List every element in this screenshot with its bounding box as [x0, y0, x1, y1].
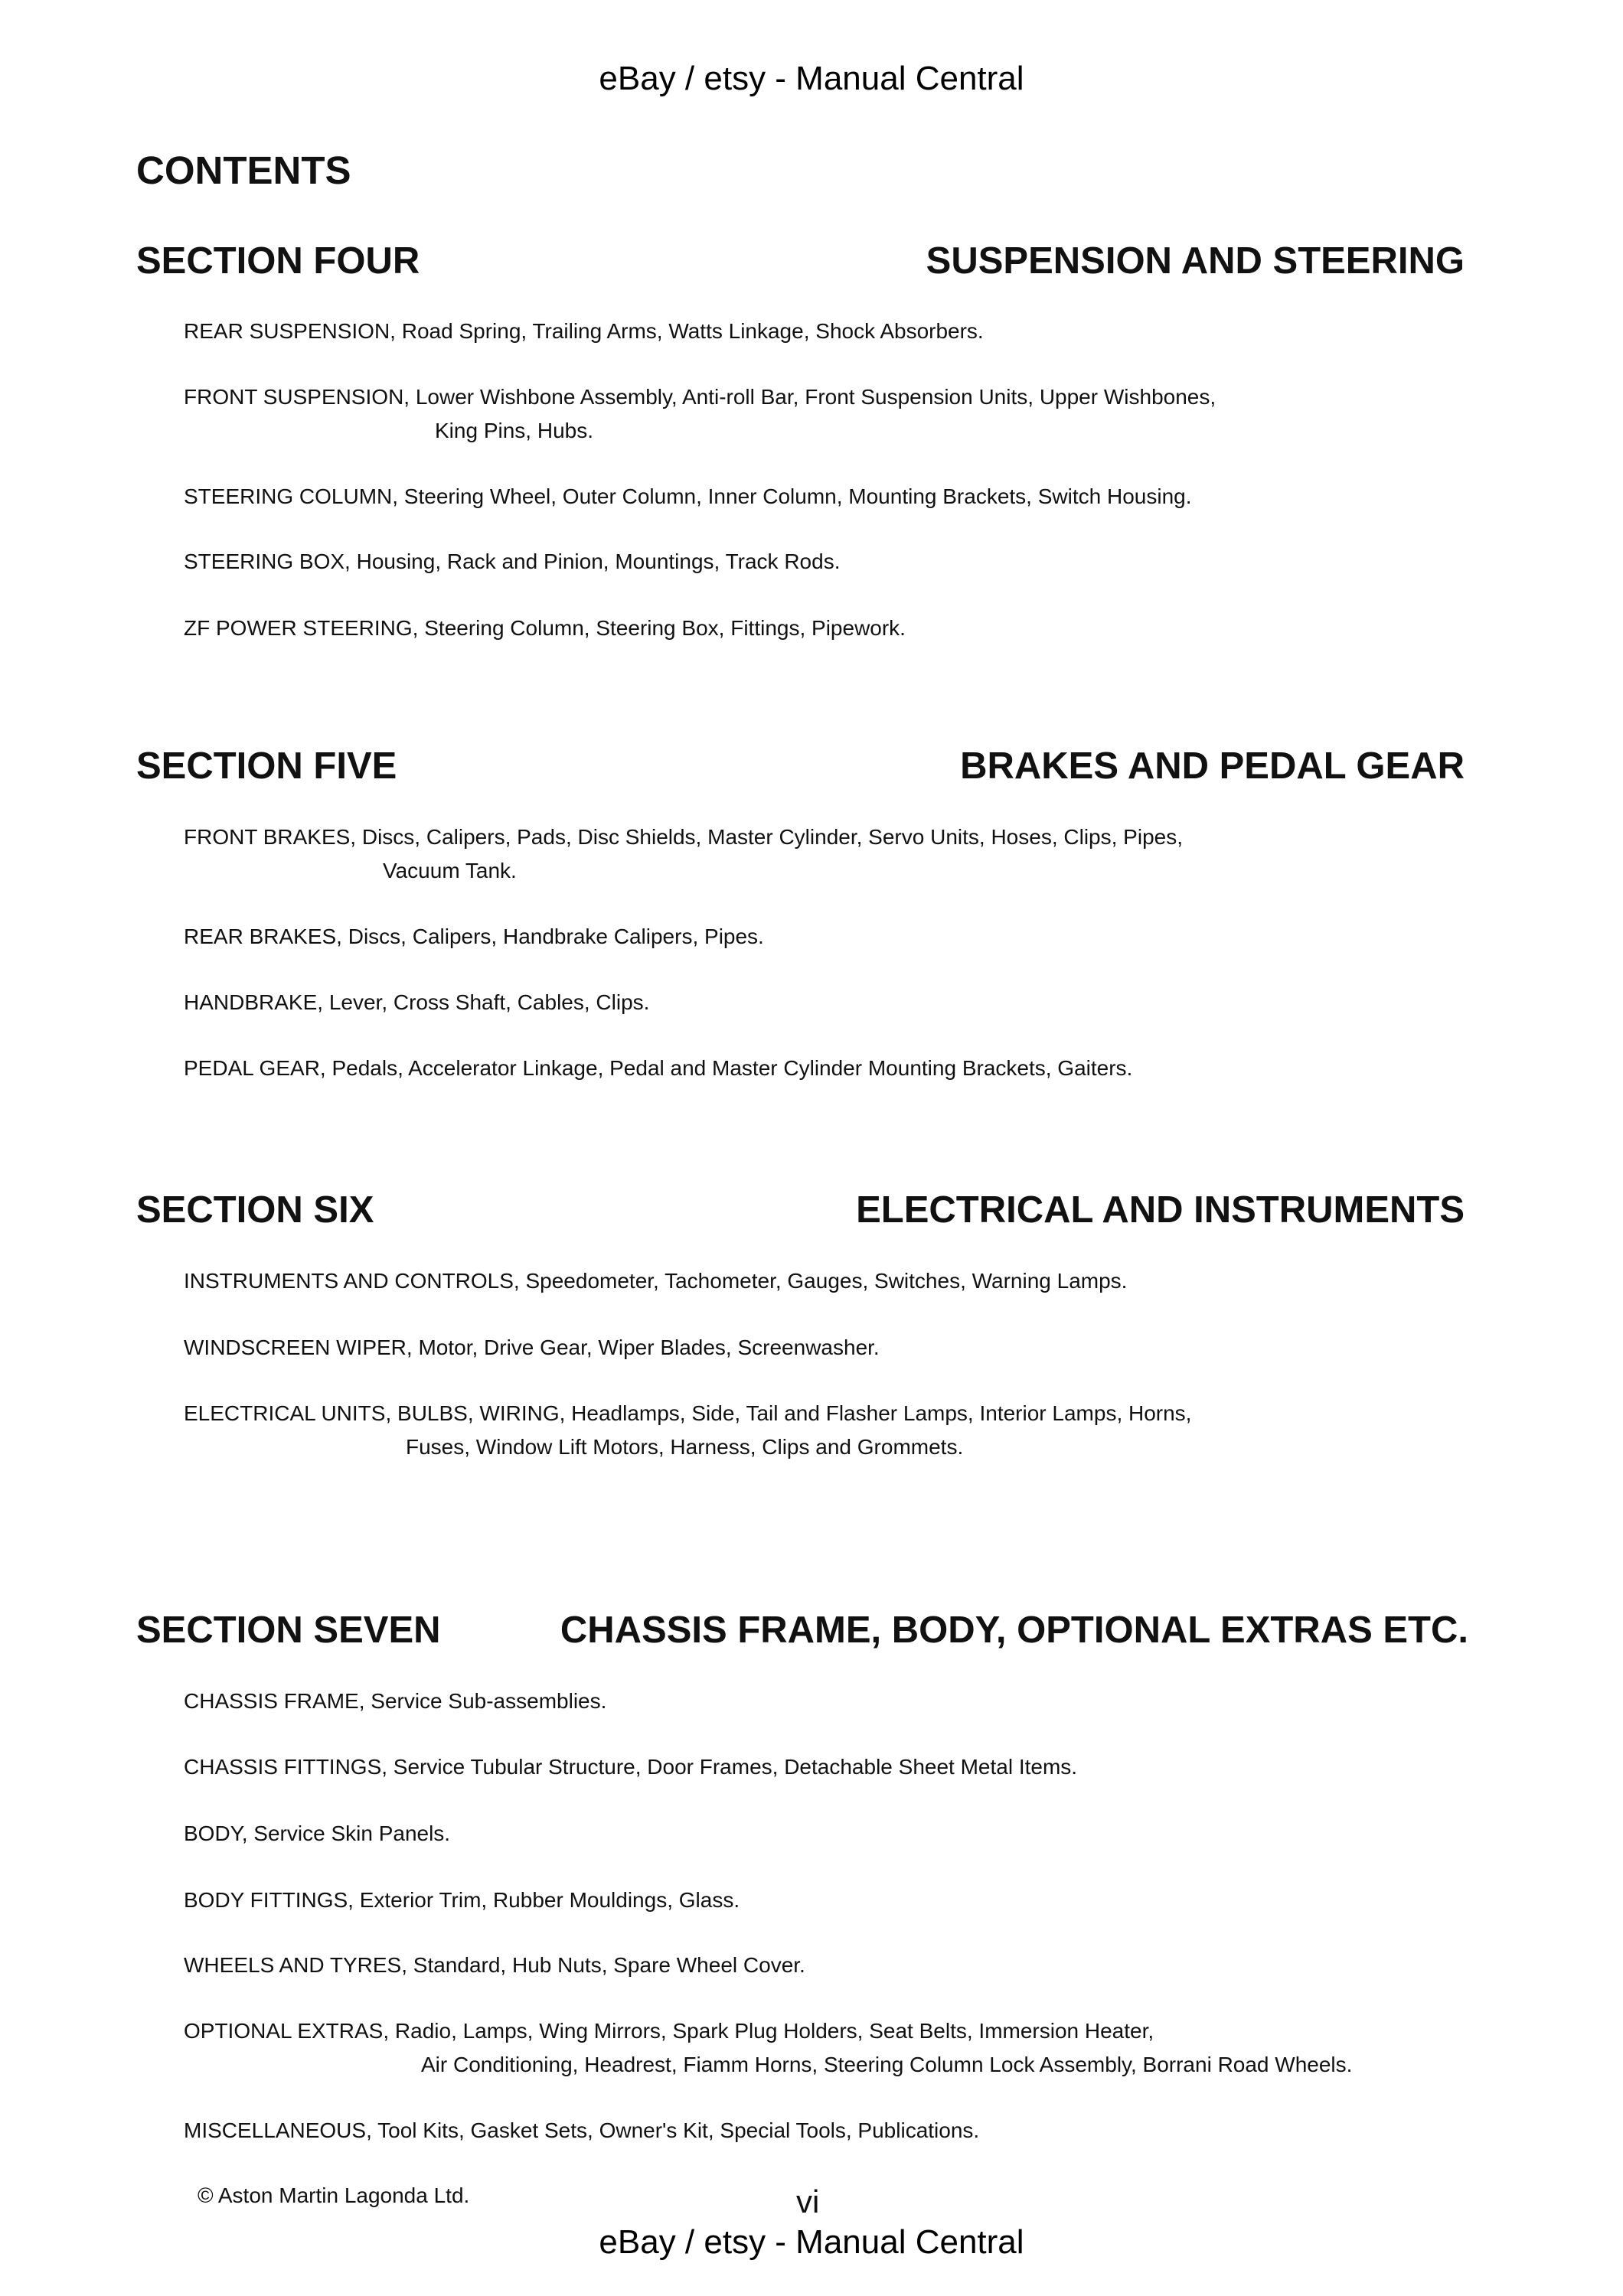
- entry-text: STEERING COLUMN, Steering Wheel, Outer Column, Inner Column, Mounting Brackets, Switch Housing.: [184, 484, 1192, 508]
- entry-text: BODY, Service Skin Panels.: [184, 1821, 451, 1845]
- entry-text: MISCELLANEOUS, Tool Kits, Gasket Sets, Owner's Kit, Special Tools, Publications.: [184, 2118, 980, 2142]
- entry-text: ELECTRICAL UNITS, BULBS, WIRING, Headlamps, Side, Tail and Flasher Lamps, Interior Lamps, Horns,: [184, 1401, 1192, 1425]
- contents-title: CONTENTS: [136, 148, 351, 192]
- entry-continuation: Vacuum Tank.: [383, 859, 517, 882]
- section-title: CHASSIS FRAME, BODY, OPTIONAL EXTRAS ETC.: [560, 1609, 1468, 1651]
- list-item: [184, 1397, 1191, 1464]
- section-label: SECTION FIVE: [136, 745, 397, 787]
- entry-text: STEERING BOX, Housing, Rack and Pinion, Mountings, Track Rods.: [184, 550, 841, 573]
- section-label: SECTION SIX: [136, 1189, 374, 1231]
- list-item: [184, 545, 840, 579]
- list-item: [184, 986, 649, 1019]
- entry-text: PEDAL GEAR, Pedals, Accelerator Linkage, Pedal and Master Cylinder Mounting Brackets, Gaiters.: [184, 1056, 1133, 1080]
- list-item: [184, 1750, 1077, 1784]
- entry-continuation: Fuses, Window Lift Motors, Harness, Clips and Grommets.: [406, 1435, 964, 1459]
- list-item: [184, 1817, 450, 1851]
- entry-text: REAR SUSPENSION, Road Spring, Trailing Arms, Watts Linkage, Shock Absorbers.: [184, 319, 984, 343]
- entry-text: BODY FITTINGS, Exterior Trim, Rubber Mouldings, Glass.: [184, 1888, 740, 1912]
- list-item: [184, 380, 1216, 448]
- entry-text: HANDBRAKE, Lever, Cross Shaft, Cables, Clips.: [184, 990, 650, 1014]
- section-six-header: [136, 1189, 1465, 1231]
- list-item: [184, 2114, 979, 2148]
- section-label: SECTION SEVEN: [136, 1609, 441, 1651]
- section-five-header: [136, 745, 1465, 788]
- entry-text: INSTRUMENTS AND CONTROLS, Speedometer, Tachometer, Gauges, Switches, Warning Lamps.: [184, 1269, 1128, 1293]
- watermark-top: eBay / etsy - Manual Central: [599, 60, 1024, 97]
- entry-text: FRONT SUSPENSION, Lower Wishbone Assembly, Anti-roll Bar, Front Suspension Units, Upper Wishbones,: [184, 385, 1216, 409]
- entry-text: WINDSCREEN WIPER, Motor, Drive Gear, Wiper Blades, Screenwasher.: [184, 1336, 880, 1359]
- list-item: [184, 612, 906, 645]
- list-item: [184, 1883, 740, 1917]
- list-item: [184, 2014, 1352, 2082]
- list-item: [184, 1052, 1132, 1085]
- section-label: SECTION FOUR: [136, 240, 420, 282]
- list-item: [184, 315, 984, 348]
- entry-continuation: King Pins, Hubs.: [435, 419, 593, 442]
- entry-text: FRONT BRAKES, Discs, Calipers, Pads, Disc Shields, Master Cylinder, Servo Units, Hoses, Clips, Pipes,: [184, 825, 1183, 849]
- list-item: [184, 1949, 805, 1982]
- entry-continuation: Air Conditioning, Headrest, Fiamm Horns, Steering Column Lock Assembly, Borrani Road Wheels.: [421, 2053, 1353, 2076]
- list-item: [184, 920, 764, 954]
- list-item: [184, 480, 1192, 514]
- page-number: vi: [796, 2183, 820, 2219]
- entry-text: ZF POWER STEERING, Steering Column, Steering Box, Fittings, Pipework.: [184, 616, 906, 640]
- copyright-notice: © Aston Martin Lagonda Ltd.: [198, 2183, 470, 2207]
- section-title: BRAKES AND PEDAL GEAR: [960, 745, 1465, 787]
- list-item: [184, 1331, 880, 1365]
- watermark-bottom: eBay / etsy - Manual Central: [599, 2223, 1024, 2261]
- entry-text: OPTIONAL EXTRAS, Radio, Lamps, Wing Mirrors, Spark Plug Holders, Seat Belts, Immersion Heater,: [184, 2019, 1154, 2043]
- section-title: ELECTRICAL AND INSTRUMENTS: [856, 1189, 1465, 1231]
- entry-text: CHASSIS FRAME, Service Sub-assemblies.: [184, 1689, 607, 1713]
- list-item: [184, 1684, 606, 1718]
- entry-text: WHEELS AND TYRES, Standard, Hub Nuts, Spare Wheel Cover.: [184, 1953, 805, 1977]
- entry-text: REAR BRAKES, Discs, Calipers, Handbrake Calipers, Pipes.: [184, 925, 764, 948]
- list-item: [184, 1264, 1127, 1298]
- section-four-header: [136, 240, 1465, 282]
- section-title: SUSPENSION AND STEERING: [926, 240, 1465, 282]
- list-item: [184, 820, 1183, 888]
- entry-text: CHASSIS FITTINGS, Service Tubular Structure, Door Frames, Detachable Sheet Metal Items.: [184, 1755, 1078, 1779]
- section-seven-header: [136, 1609, 1468, 1652]
